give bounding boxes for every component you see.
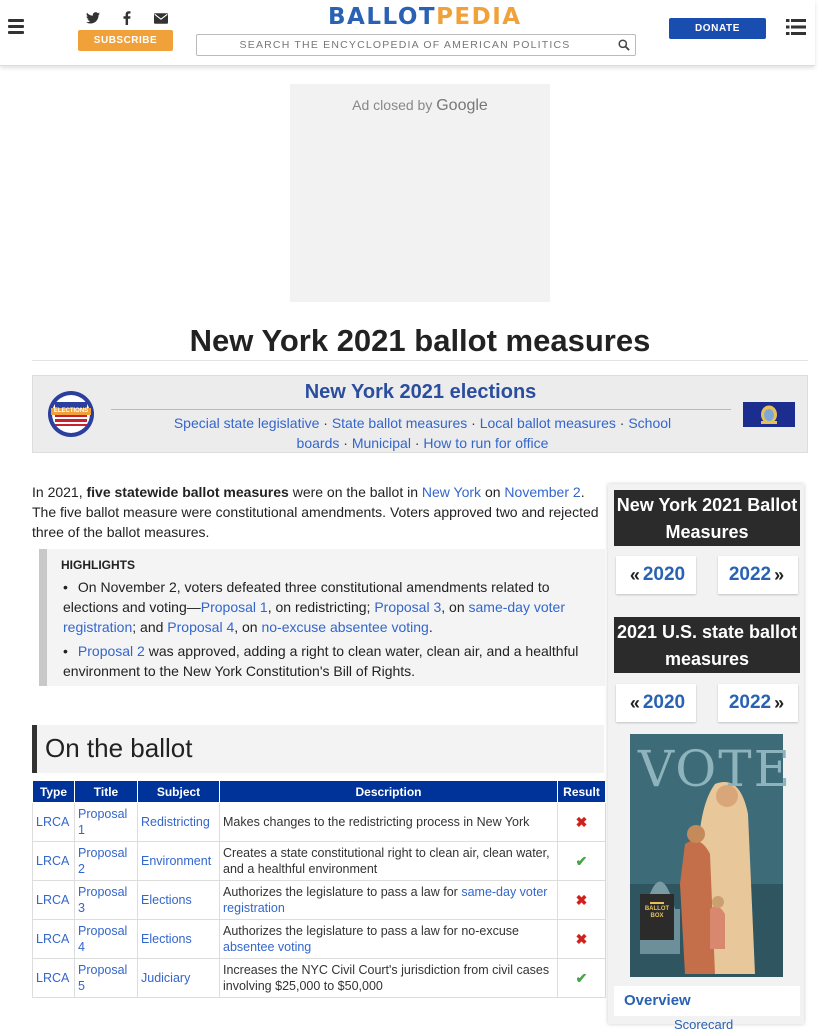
twitter-icon[interactable] (85, 10, 101, 26)
next-year-button[interactable]: 2022 » (718, 684, 798, 722)
elections-box-links: Special state legislative · State ballot measures · Local ballot measures · School boards · Municipal · How to run for office (173, 415, 672, 451)
table-row (33, 803, 606, 842)
link-proposal-3[interactable]: Proposal 3 (374, 599, 442, 615)
highlight-item: • On November 2, voters defeated three constitutional amendments related to elections and voting—Proposal 1, on redistricting; Proposal 3, on same-day voter registration; and Proposal 4, on no-excuse absentee voting. (63, 577, 603, 637)
title-divider (32, 360, 808, 361)
search-icon[interactable] (613, 35, 635, 55)
page-title: New York 2021 ballot measures (189, 323, 651, 358)
prev-year-button[interactable]: « 2020 (616, 684, 696, 722)
subject-link[interactable]: Elections (141, 893, 192, 907)
description-cell: Authorizes the legislature to pass a law for no-excuse absentee voting (220, 920, 558, 959)
highlights-box (39, 549, 605, 686)
col-subject[interactable]: Subject (138, 781, 220, 803)
subject-link[interactable]: Redistricting (141, 815, 210, 829)
poster-ballot-box-text: BALLOT BOX (644, 906, 670, 919)
description-cell: Authorizes the legislature to pass a law for same-day voter registration (220, 881, 558, 920)
overview-link[interactable]: Overview (614, 986, 800, 1016)
link-proposal-1[interactable]: Proposal 1 (200, 599, 268, 615)
type-link[interactable]: LRCA (36, 893, 70, 907)
type-link[interactable]: LRCA (36, 932, 70, 946)
intro-paragraph: In 2021, five statewide ballot measures were on the ballot in New York on November 2. The five ballot measure were constitutional amendments. Voters approved two and rejected three of the ballot measures. (32, 484, 599, 540)
search-input[interactable] (197, 35, 613, 55)
table-row (33, 881, 606, 920)
elections-box-rule (111, 409, 731, 410)
description-cell: Creates a state constitutional right to clean air, clean water, and a healthful environment (220, 842, 558, 881)
subscribe-button[interactable]: SUBSCRIBE (78, 30, 173, 51)
title-link[interactable]: Proposal 5 (78, 963, 128, 993)
title-link[interactable]: Proposal 1 (78, 807, 128, 837)
logo-part-pedia: PEDIA (436, 4, 522, 30)
table-row (33, 959, 606, 998)
vote-poster-image (630, 734, 793, 977)
type-link[interactable]: LRCA (36, 854, 70, 868)
type-link[interactable]: LRCA (36, 971, 70, 985)
google-wordmark: Google (436, 97, 488, 114)
search-bar (196, 34, 636, 56)
link-local-ballot-measures[interactable]: Local ballot measures (479, 415, 616, 431)
site-header (0, 0, 815, 66)
logo-part-ballot: BALLOT (328, 4, 437, 30)
col-result[interactable]: Result (558, 781, 606, 803)
defeated-icon: ✖ (575, 891, 588, 908)
description-link[interactable]: absentee voting (223, 940, 312, 954)
section-header (32, 725, 604, 773)
elections-box-title[interactable]: New York 2021 elections (304, 381, 537, 403)
approved-icon: ✔ (575, 969, 588, 986)
seal-label: ELECTIONS (53, 408, 89, 414)
new-york-flag-icon (743, 402, 795, 427)
ad-closed-text: Ad closed by Google (352, 97, 488, 114)
defeated-icon: ✖ (575, 813, 588, 830)
highlight-item: • Proposal 2 was approved, adding a right to clean water, clean air, and a healthful environment to the New York Constitution's Bill of Rights. (63, 641, 603, 681)
section-title: On the ballot (45, 733, 193, 763)
col-type[interactable]: Type (33, 781, 75, 803)
title-link[interactable]: Proposal 3 (78, 885, 128, 915)
description-cell: Makes changes to the redistricting process in New York (220, 803, 558, 842)
link-municipal[interactable]: Municipal (351, 435, 411, 451)
sidebar (608, 484, 804, 1032)
poster-vote-text: VOTE (638, 740, 793, 798)
scorecard-link[interactable]: Scorecard (674, 1017, 734, 1032)
elections-seal-icon (47, 390, 95, 438)
link-november-2[interactable]: November 2 (504, 484, 581, 500)
table-header-row (33, 781, 606, 803)
title-link[interactable]: Proposal 4 (78, 924, 128, 954)
email-icon[interactable] (153, 10, 169, 26)
subject-link[interactable]: Elections (141, 932, 192, 946)
link-proposal-4[interactable]: Proposal 4 (167, 619, 235, 635)
table-row (33, 842, 606, 881)
facebook-icon[interactable] (119, 10, 135, 26)
elections-navbox (32, 375, 808, 453)
col-description[interactable]: Description (220, 781, 558, 803)
ad-placeholder (290, 84, 550, 302)
title-link[interactable]: Proposal 2 (78, 846, 128, 876)
link-same-day-registration[interactable]: same-day voter registration (63, 599, 565, 635)
sidebar-box-title: 2021 U.S. state ballot measures (614, 617, 800, 673)
list-menu-icon[interactable] (786, 18, 806, 38)
type-link[interactable]: LRCA (36, 815, 70, 829)
link-proposal-2[interactable]: Proposal 2 (77, 643, 145, 659)
prev-year-button[interactable]: « 2020 (616, 556, 696, 594)
hamburger-menu-icon[interactable] (8, 19, 24, 35)
defeated-icon: ✖ (575, 930, 588, 947)
link-special-state-legislative[interactable]: Special state legislative (173, 415, 320, 431)
subject-link[interactable]: Environment (141, 854, 212, 868)
donate-button[interactable]: DONATE (669, 18, 766, 39)
col-title[interactable]: Title (75, 781, 138, 803)
ballotpedia-logo[interactable] (328, 4, 522, 30)
next-year-button[interactable]: 2022 » (718, 556, 798, 594)
link-absentee-voting[interactable]: no-excuse absentee voting (261, 619, 429, 635)
highlights-title: HIGHLIGHTS (61, 558, 135, 572)
description-link[interactable]: same-day voter registration (223, 885, 548, 915)
link-state-ballot-measures[interactable]: State ballot measures (331, 415, 468, 431)
social-links (82, 10, 172, 30)
approved-icon: ✔ (575, 852, 588, 869)
link-how-to-run[interactable]: How to run for office (423, 435, 549, 451)
link-school-boards[interactable]: School boards (296, 415, 672, 451)
table-row (33, 920, 606, 959)
description-cell: Increases the NYC Civil Court's jurisdiction from civil cases involving $25,000 to $50,000 (220, 959, 558, 998)
subject-link[interactable]: Judiciary (141, 971, 191, 985)
ballot-measures-table (32, 780, 606, 998)
link-new-york[interactable]: New York (421, 484, 482, 500)
sidebar-box-title: New York 2021 Ballot Measures (614, 490, 800, 546)
